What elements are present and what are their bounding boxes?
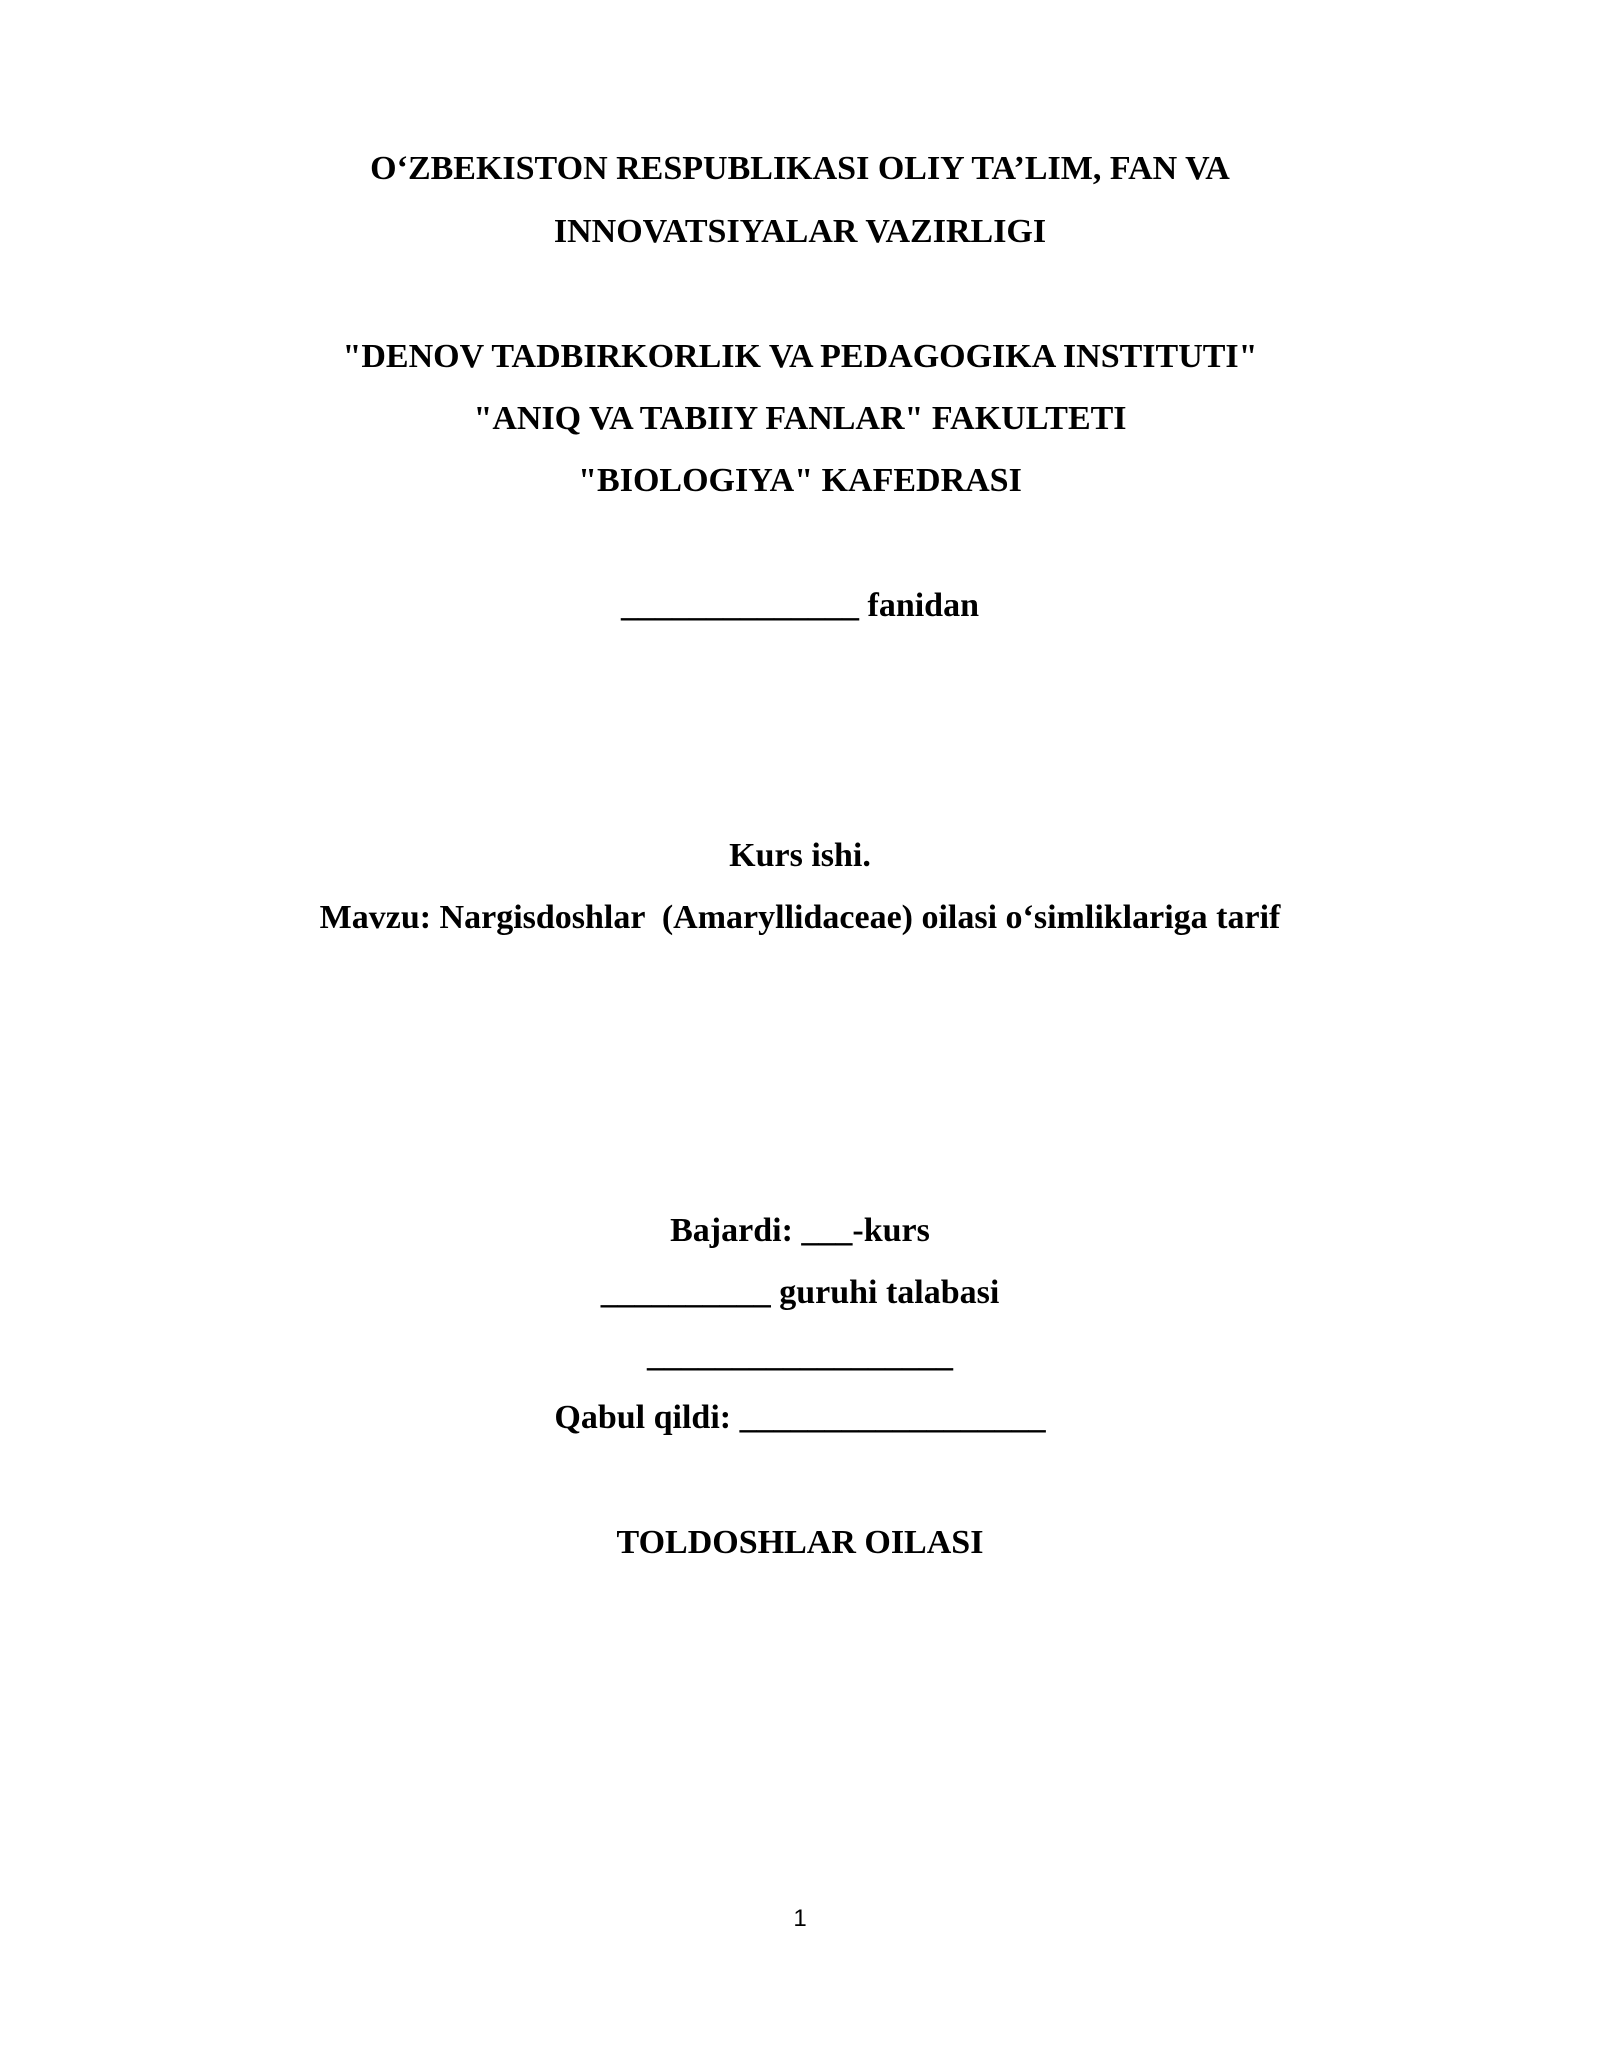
performed-by-line: Bajardi: ___-kurs: [670, 1212, 930, 1249]
department-name: "BIOLOGIYA" KAFEDRASI: [578, 462, 1022, 499]
accepted-by-line: Qabul qildi: __________________: [554, 1399, 1046, 1436]
subject-line: ______________ fanidan: [621, 587, 979, 624]
work-type: Kurs ishi.: [729, 837, 871, 874]
ministry-title-line2: INNOVATSIYALAR VAZIRLIGI: [553, 213, 1047, 250]
student-name-line: __________________: [647, 1337, 953, 1374]
faculty-name: "ANIQ VA TABIIY FANLAR" FAKULTETI: [473, 400, 1127, 437]
work-topic: Mavzu: Nargisdoshlar (Amaryllidaceae) oilasi o‘simliklariga tarif: [319, 899, 1281, 936]
institute-name: "DENOV TADBIRKORLIK VA PEDAGOGIKA INSTITUTI": [342, 338, 1258, 375]
page-number: 1: [793, 1905, 807, 1932]
footer-heading: TOLDOSHLAR OILASI: [616, 1524, 984, 1561]
group-student-line: __________ guruhi talabasi: [600, 1274, 1000, 1311]
ministry-title-line1: O‘ZBEKISTON RESPUBLIKASI OLIY TA’LIM, FAN VA: [370, 150, 1230, 187]
